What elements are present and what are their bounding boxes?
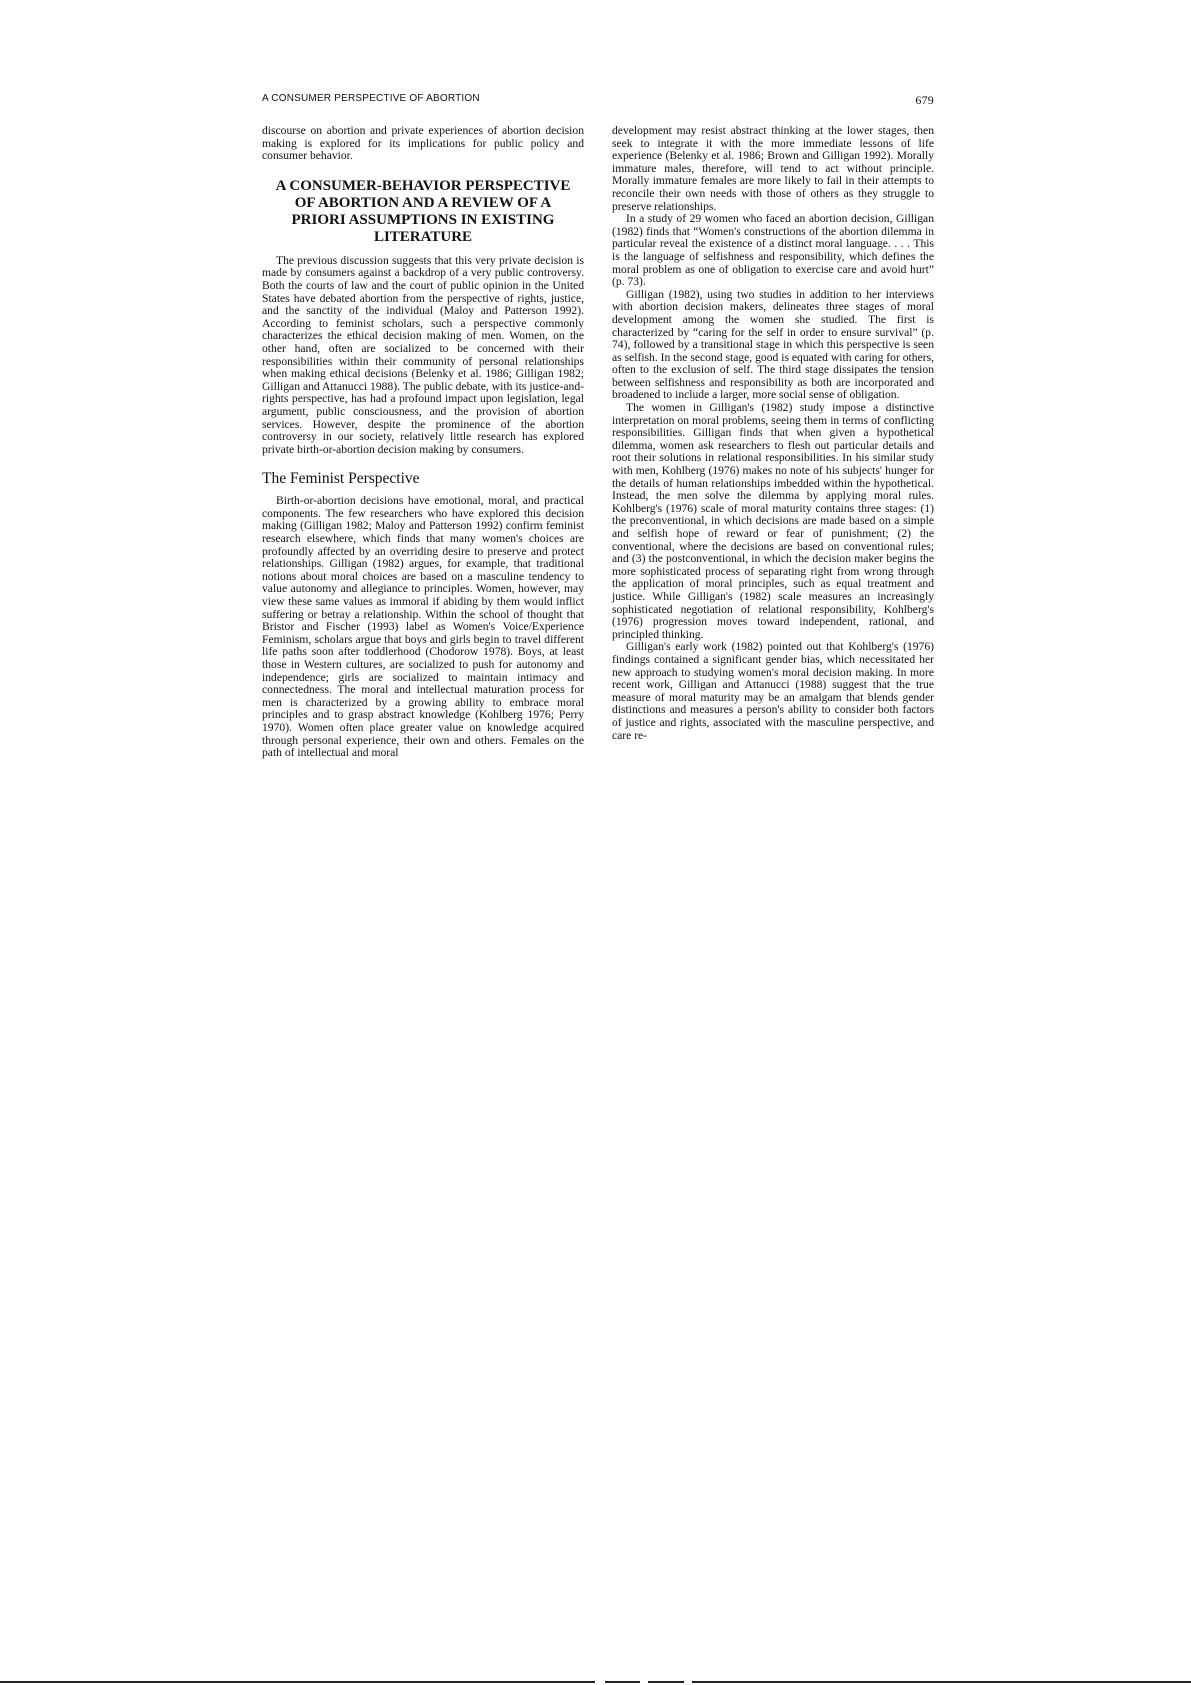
section-heading: A CONSUMER-BEHAVIOR PERSPECTIVE OF ABORTION AND A REVIEW OF A PRIORI ASSUMPTIONS IN EXISTING LITERATURE <box>275 177 571 245</box>
left-column <box>262 125 584 760</box>
right-column <box>612 125 934 742</box>
paragraph: development may resist abstract thinking at the lower stages, then seek to integrate it with the more immediate lessons of life experience (Belenky et al. 1986; Brown and Gilligan 1992). Morally immature males, therefore, will tend to act without principle. Morally immature females are more likely to fail in their attempts to reconcile their own needs with those of others as they struggle to preserve relationships. <box>612 124 934 213</box>
subsection-heading: The Feminist Perspective <box>262 470 420 488</box>
footer-rule-gap <box>640 1681 648 1683</box>
running-title: A CONSUMER PERSPECTIVE OF ABORTION <box>262 93 480 104</box>
footer-rule-gap <box>595 1681 605 1683</box>
page-number: 679 <box>915 93 934 107</box>
paragraph: The women in Gilligan's (1982) study impose a distinctive interpretation on moral problems, seeing them in terms of conflicting responsibilities. Gilligan finds that when given a hypothetical dilemma, women ask researchers to flesh out particular details and root their solutions in relational responsibilities. In his similar study with men, Kohlberg (1976) makes no note of his subjects' hunger for the details of human relationships imbedded within the hypothetical. Instead, the men solve the dilemma by applying moral rules. Kohlberg's (1976) scale of moral maturity contains three stages: (1) the preconventional, in which decisions are made based on a simple and selfish hope of reward or fear of punishment; (2) the conventional, where the decisions are based on conventional rules; and (3) the postconventional, in which the decision maker begins the more sophisticated process of separating right from wrong through the application of moral principles, such as equal treatment and justice. While Gilligan's (1982) scale measures an increasingly sophisticated negotiation of relational responsibility, Kohlberg's (1976) progression moves toward independent, rational, and principled thinking. <box>612 401 934 641</box>
paragraph: In a study of 29 women who faced an abortion decision, Gilligan (1982) finds that “Women's constructions of the abortion dilemma in particular reveal the existence of a distinct moral language. . . . This is the language of selfishness and responsibility, which defines the moral problem as one of obligation to exercise care and avoid hurt” (p. 73). <box>612 212 934 289</box>
paragraph: Gilligan (1982), using two studies in addition to her interviews with abortion decision makers, delineates three stages of moral development among the women she studied. The first is characterized by “caring for the self in order to ensure survival” (p. 74), followed by a transitional stage in which this perspective is seen as selfish. In the second stage, good is equated with caring for others, often to the exclusion of self. The third stage dissipates the tension between selfishness and responsibility as both are incorporated and broadened to include a larger, more social sense of obligation. <box>612 287 934 402</box>
paragraph: Birth-or-abortion decisions have emotional, moral, and practical components. The few researchers who have explored this decision making (Gilligan 1982; Maloy and Patterson 1992) confirm feminist research elsewhere, which finds that many women's choices are profoundly affected by an overriding desire to preserve and protect relationships. Gilligan (1982) argues, for example, that traditional notions about moral choices are based on a masculine tendency to value autonomy and allegiance to principles. Women, however, may view these same values as immoral if abiding by them would inflict suffering or betray a relationship. Within the school of thought that Bristor and Fischer (1993) label as Women's Voice/Experience Feminism, scholars argue that boys and girls begin to travel different life paths soon after toddlerhood (Chodorow 1978). Boys, at least those in Western cultures, are socialized to push for autonomy and independence; girls are socialized to maintain intimacy and connectedness. The moral and intellectual maturation process for men is characterized by a growing ability to embrace moral principles and to grasp abstract knowledge (Kohlberg 1976; Perry 1970). Women often place greater value on knowledge acquired through personal experience, their own and others. Females on the path of intellectual and moral <box>262 494 584 760</box>
paragraph: Gilligan's early work (1982) pointed out that Kohlberg's (1976) findings contained a significant gender bias, which necessitated her new approach to studying women's moral decision making. In more recent work, Gilligan and Attanucci (1988) suggest that the true measure of moral maturity may be an amalgam that blends gender distinctions and measures a person's ability to consider both factors of justice and rights, associated with the masculine perspective, and care re- <box>612 640 934 742</box>
running-header <box>262 93 934 107</box>
paragraph: discourse on abortion and private experiences of abortion decision making is explored for its implications for public policy and consumer behavior. <box>262 124 584 163</box>
footer-rule-gap <box>684 1681 692 1683</box>
paragraph: The previous discussion suggests that this very private decision is made by consumers against a backdrop of a very public controversy. Both the courts of law and the court of public opinion in the United States have debated abortion from the perspective of rights, justice, and the sanctity of the individual (Maloy and Patterson 1992). According to feminist scholars, such a perspective commonly characterizes the ethical decision making of men. Women, on the other hand, often are socialized to be concerned with their responsibilities within their community of personal relationships when making ethical decisions (Belenky et al. 1986; Gilligan 1982; Gilligan and Attanucci 1988). The public debate, with its justice-and-rights perspective, has had a profound impact upon legislation, legal argument, public consciousness, and the provision of abortion services. However, despite the prominence of the abortion controversy in our society, relatively little research has explored private birth-or-abortion decision making by consumers. <box>262 253 584 456</box>
